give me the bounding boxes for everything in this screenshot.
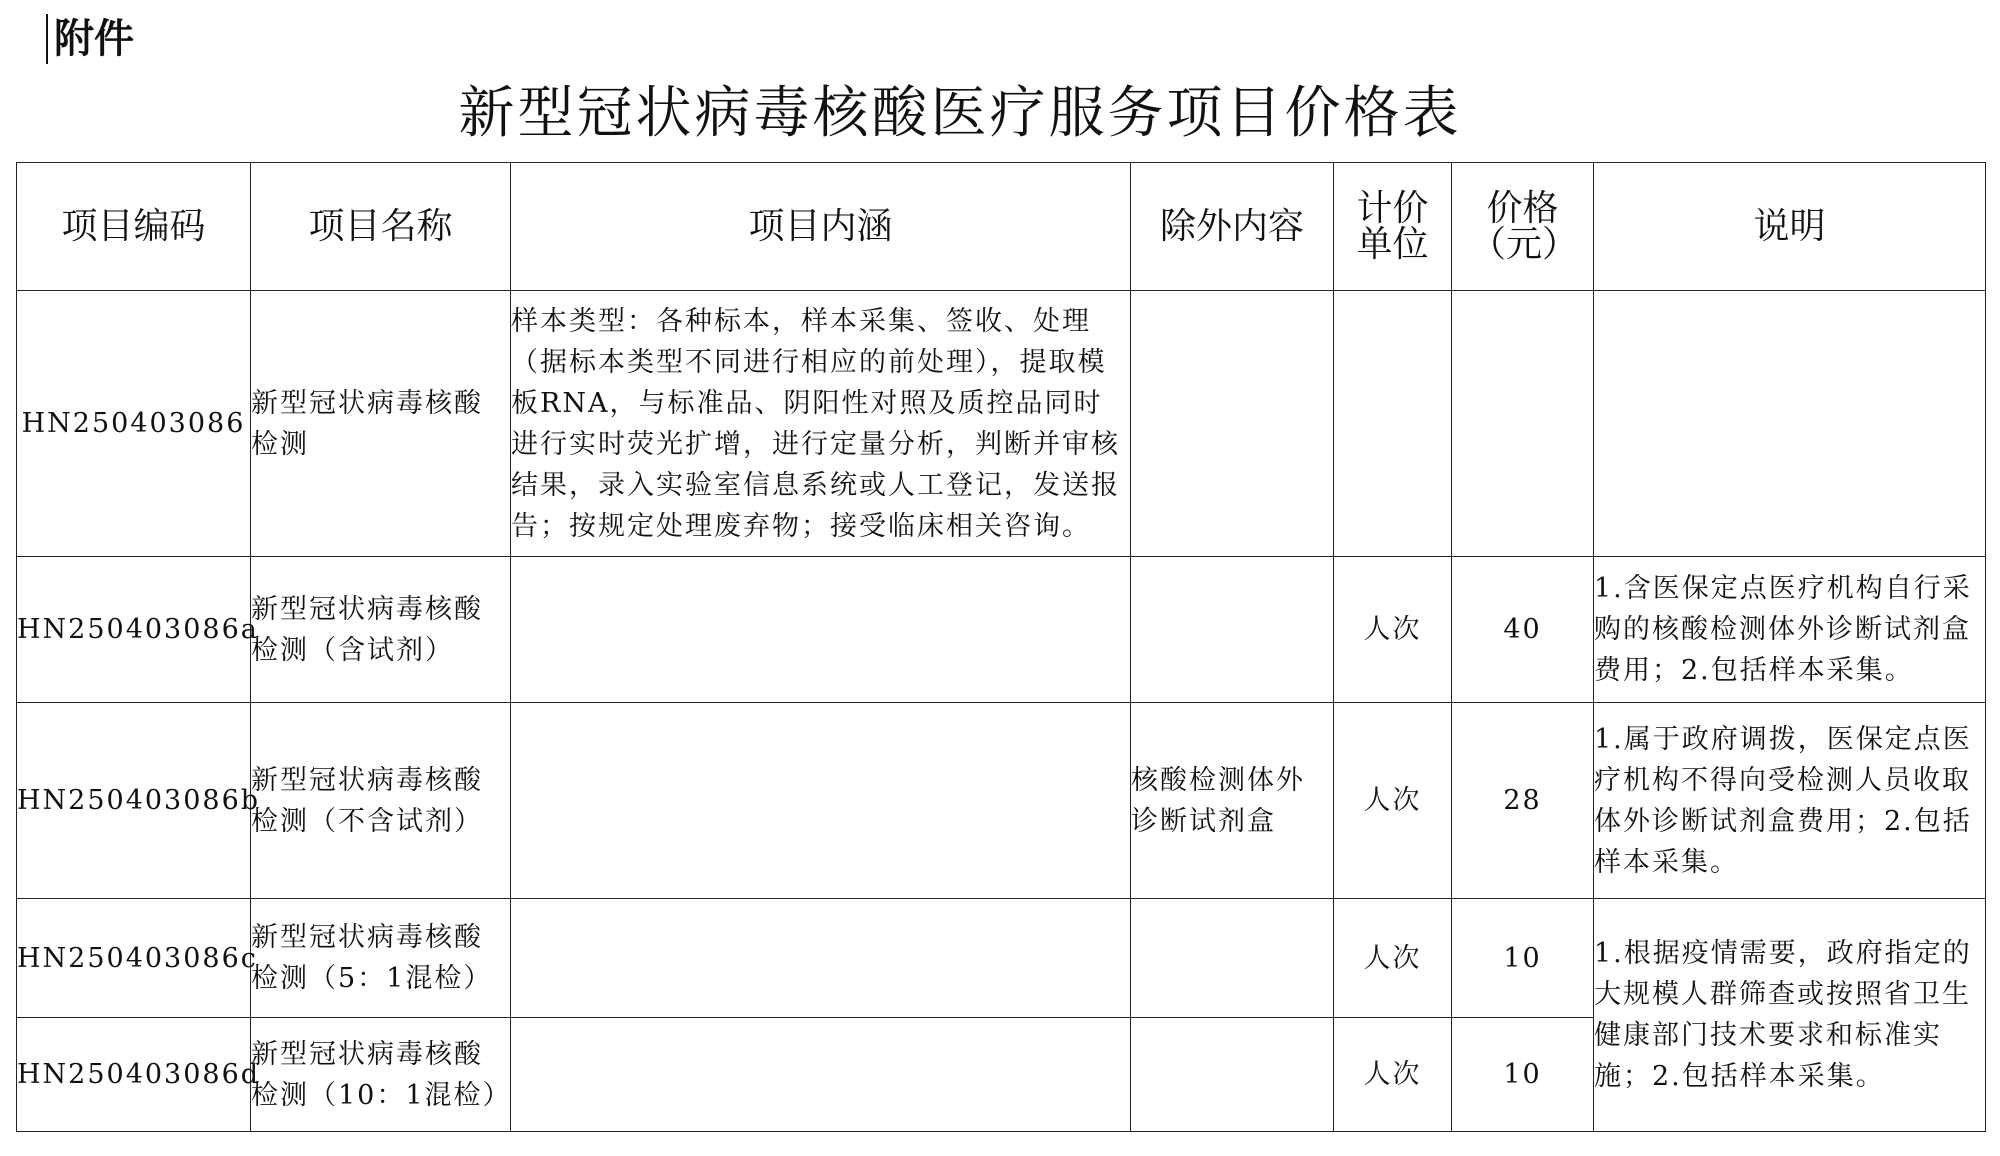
item-unit (1334, 291, 1452, 557)
page-title: 新型冠状病毒核酸医疗服务项目价格表 (458, 81, 1462, 146)
item-name: 新型冠状病毒核酸检测（10：1混检） (251, 1018, 511, 1132)
header-unit: 计价单位 (1334, 163, 1452, 291)
item-price: 10 (1452, 1018, 1594, 1132)
item-content (511, 557, 1131, 703)
item-notes: 1.含医保定点医疗机构自行采购的核酸检测体外诊断试剂盒费用；2.包括样本采集。 (1594, 557, 1986, 703)
table-row (17, 291, 1986, 557)
header-price: 价格（元） (1452, 163, 1594, 291)
item-name: 新型冠状病毒核酸检测（不含试剂） (251, 703, 511, 899)
header-exclusion: 除外内容 (1131, 163, 1334, 291)
attachment-label: 附件 (46, 14, 134, 64)
table-row (17, 703, 1986, 899)
item-exclusion (1131, 1018, 1334, 1132)
item-unit: 人次 (1334, 557, 1452, 703)
item-code: HN250403086c (17, 899, 251, 1018)
item-notes: 1.属于政府调拨，医保定点医疗机构不得向受检测人员收取体外诊断试剂盒费用；2.包括样本采集。 (1594, 703, 1986, 899)
header-code: 项目编码 (17, 163, 251, 291)
item-notes: 1.根据疫情需要，政府指定的大规模人群筛查或按照省卫生健康部门技术要求和标准实施；2.包括样本采集。 (1594, 899, 1986, 1132)
item-price: 40 (1452, 557, 1594, 703)
item-code: HN250403086a (17, 557, 251, 703)
item-content (511, 1018, 1131, 1132)
header-notes: 说明 (1594, 163, 1986, 291)
item-exclusion (1131, 557, 1334, 703)
price-table (16, 162, 1986, 1132)
header-content: 项目内涵 (511, 163, 1131, 291)
item-code: HN250403086 (17, 291, 251, 557)
item-price (1452, 291, 1594, 557)
table-row (17, 557, 1986, 703)
item-unit: 人次 (1334, 899, 1452, 1018)
item-unit: 人次 (1334, 1018, 1452, 1132)
item-content (511, 703, 1131, 899)
item-unit: 人次 (1334, 703, 1452, 899)
item-price: 10 (1452, 899, 1594, 1018)
item-name: 新型冠状病毒核酸检测（含试剂） (251, 557, 511, 703)
item-name: 新型冠状病毒核酸检测 (251, 291, 511, 557)
header-name: 项目名称 (251, 163, 511, 291)
item-name: 新型冠状病毒核酸检测（5：1混检） (251, 899, 511, 1018)
table-row (17, 899, 1986, 1018)
item-code: HN250403086d (17, 1018, 251, 1132)
item-notes (1594, 291, 1986, 557)
item-content: 样本类型：各种标本，样本采集、签收、处理（据标本类型不同进行相应的前处理），提取模板RNA，与标准品、阴阳性对照及质控品同时进行实时荧光扩增，进行定量分析，判断并审核结果，录入实验室信息系统或人工登记，发送报告；按规定处理废弃物；接受临床相关咨询。 (511, 291, 1131, 557)
header-row (17, 163, 1986, 291)
item-content (511, 899, 1131, 1018)
item-exclusion (1131, 291, 1334, 557)
item-price: 28 (1452, 703, 1594, 899)
item-exclusion (1131, 899, 1334, 1018)
item-code: HN250403086b (17, 703, 251, 899)
item-exclusion: 核酸检测体外诊断试剂盒 (1131, 703, 1334, 899)
